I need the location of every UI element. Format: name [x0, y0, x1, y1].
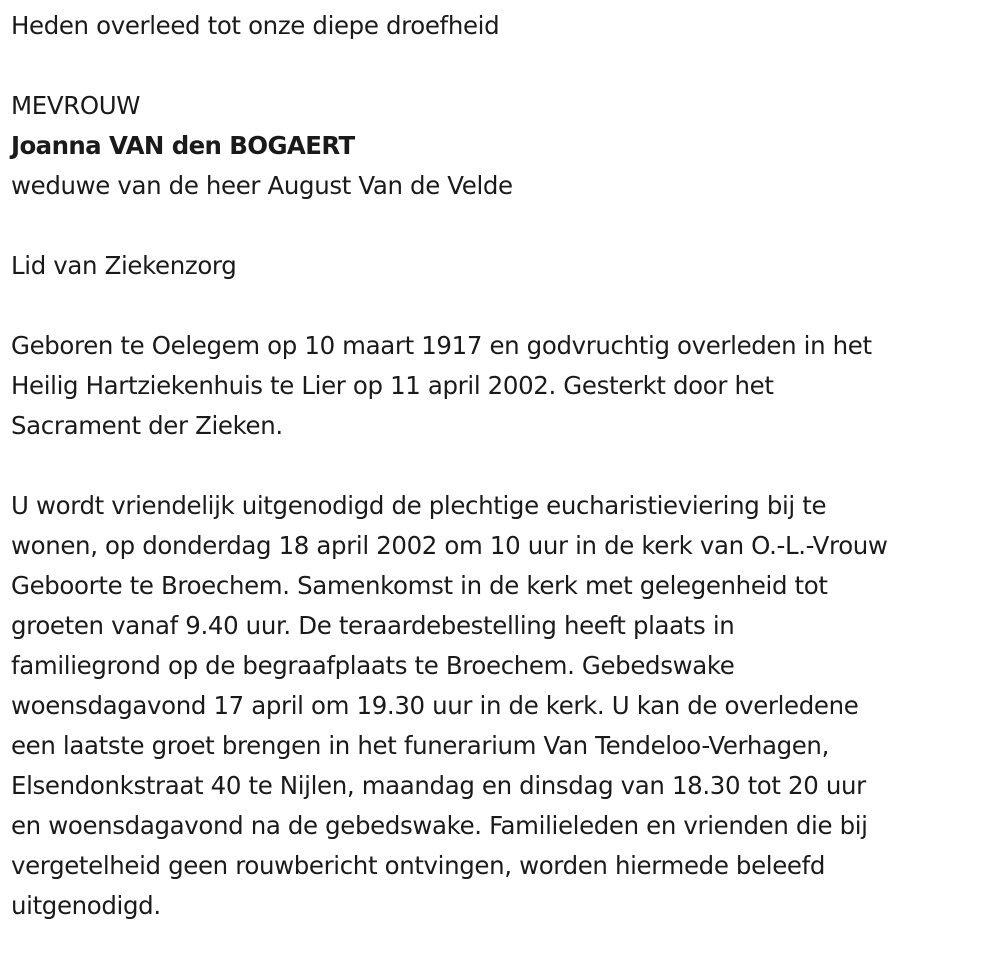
title-prefix: MEVROUW [11, 91, 141, 120]
paragraph-line: en woensdagavond na de gebedswake. Familieleden en vrienden die bij [11, 811, 868, 840]
paragraph-line: Geboren te Oelegem op 10 maart 1917 en godvruchtig overleden in het [11, 331, 872, 360]
spacer [11, 446, 991, 486]
deceased-name: Joanna VAN den BOGAERT [11, 131, 355, 160]
birth-death-paragraph [11, 326, 991, 446]
spacer [11, 286, 991, 326]
paragraph-line: vergetelheid geen rouwbericht ontvingen, worden hiermede beleefd [11, 851, 825, 880]
paragraph-line: een laatste groet brengen in het funerarium Van Tendeloo-Verhagen, [11, 731, 829, 760]
paragraph-line: uitgenodigd. [11, 891, 161, 920]
paragraph-line: U wordt vriendelijk uitgenodigd de plechtige eucharistieviering bij te [11, 491, 827, 520]
paragraph-line: Elsendonkstraat 40 te Nijlen, maandag en dinsdag van 18.30 tot 20 uur [11, 771, 866, 800]
paragraph-line: Geboorte te Broechem. Samenkomst in de kerk met gelegenheid tot [11, 571, 828, 600]
paragraph-line: Heilig Hartziekenhuis te Lier op 11 april 2002. Gesterkt door het [11, 371, 774, 400]
membership-line: Lid van Ziekenzorg [11, 251, 237, 280]
relation-line: weduwe van de heer August Van de Velde [11, 171, 513, 200]
paragraph-line: familiegrond op de begraafplaats te Broechem. Gebedswake [11, 651, 735, 680]
spacer [11, 206, 991, 246]
paragraph-line: wonen, op donderdag 18 april 2002 om 10 uur in de kerk van O.-L.-Vrouw [11, 531, 888, 560]
ceremony-paragraph [11, 486, 991, 926]
intro-line: Heden overleed tot onze diepe droefheid [11, 11, 500, 40]
obituary-document [11, 6, 991, 926]
paragraph-line: groeten vanaf 9.40 uur. De teraardebestelling heeft plaats in [11, 611, 735, 640]
paragraph-line: woensdagavond 17 april om 19.30 uur in de kerk. U kan de overledene [11, 691, 859, 720]
spacer [11, 46, 991, 86]
paragraph-line: Sacrament der Zieken. [11, 411, 283, 440]
